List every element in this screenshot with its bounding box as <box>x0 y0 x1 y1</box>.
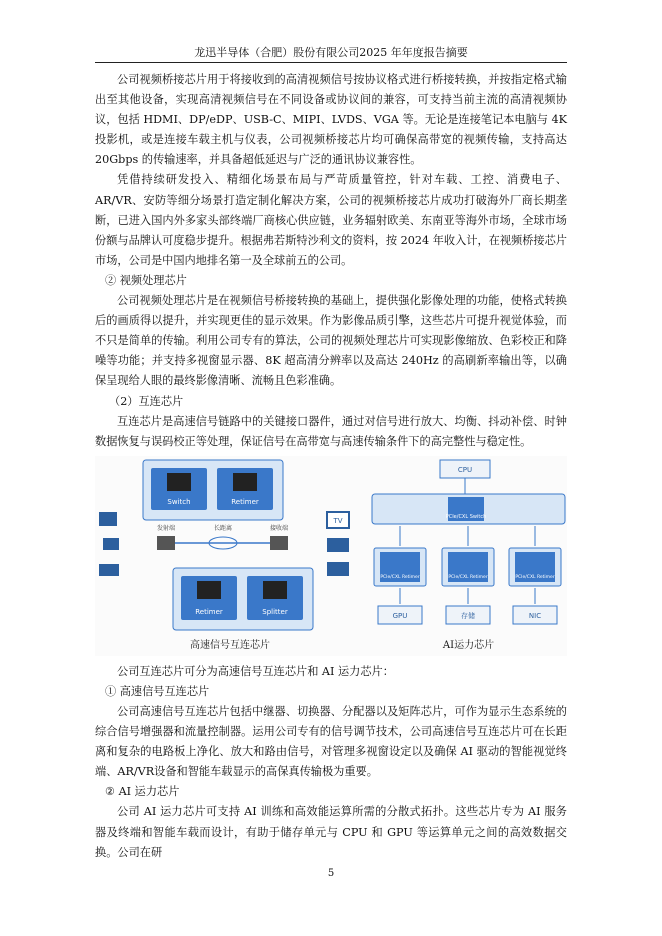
switch-chip-icon <box>167 473 191 491</box>
heading-ai-interconnect: ② AI 运力芯片 <box>105 785 180 799</box>
monitor-icon <box>327 538 349 552</box>
ai-interconnect-diagram <box>370 456 567 656</box>
page-body <box>95 70 567 863</box>
retimer2-chip-icon <box>197 581 221 599</box>
retimer-chip-icon <box>233 473 257 491</box>
right-caption: AI运力芯片 <box>442 639 495 651</box>
paragraph-video-bridge: 公司视频桥接芯片用于将接收到的高清视频信号按协议格式进行桥接转换，并按指定格式输出至其他设备，实现高清视频信号在不同设备或协议间的兼容，可支持当前主流的高清视频协议，包括 HDMI、DP/eDP、USB-C、MIPI、LVDS、VGA 等。无论是连接笔记本电脑与 4K 投影机，或是连接车载主机与仪表，公司视频桥接芯片均可确保高带宽的视频传输，支持高达 20Gbps 的传输速率，并具备超低延迟与广泛的通讯协议兼容性。 <box>95 73 567 167</box>
storage-label: 存储 <box>461 611 475 620</box>
desktop-icon <box>99 512 117 526</box>
transmitter-box <box>157 536 175 550</box>
heading-interconnect: （2）互连芯片 <box>109 394 184 408</box>
transmitter-label: 发射端 <box>156 524 176 532</box>
paragraph-interconnect: 互连芯片是高速信号链路中的关键接口器件，通过对信号进行放大、均衡、抖动补偿、时钟数据恢复与误码校正等处理，保证信号在高带宽与高速传输条件下的高完整性与稳定性。 <box>95 414 567 448</box>
paragraph-market-position: 凭借持续研发投入、精细化场景布局与严苛质量管控，针对车载、工控、消费电子、AR/VR、安防等细分场景打造定制化解决方案，公司的视频桥接芯片成功打破海外厂商长期垄断，已进入国内外多家头部终端厂商核心供应链，业务辐射欧美、东南亚等海外市场，全球市场份额与品牌认可度稳步提升。根据弗若斯特沙利文的资料，按 2024 年收入计，在视频桥接芯片市场，公司是中国内地排名第一及全球前五的公司。 <box>95 173 567 267</box>
heading-video-processing: ② 视频处理芯片 <box>105 273 187 287</box>
paragraph-interconnect-categories: 公司互连芯片可分为高速信号互连芯片和 AI 运力芯片： <box>117 664 394 678</box>
left-caption: 高速信号互连芯片 <box>190 639 270 651</box>
ai-diagram-svg <box>370 456 567 641</box>
paragraph-high-speed-interconnect: 公司高速信号互连芯片包括中继器、切换器、分配器以及矩阵芯片，可作为显示生态系统的综合信号增强器和流量控制器。运用公司专有的信号调节技术，公司高速信号互连芯片可在长距离和复杂的电路板上净化、放大和路由信号，对管理多视窗设定以及确保 AI 驱动的智能视觉终端、AR/VR设备和智能车载显示的高保真传输极为重要。 <box>95 704 567 779</box>
retimer-label-b: PCIe/CXL Retimer <box>448 574 488 580</box>
splitter-label: Splitter <box>262 607 288 616</box>
receiver-box <box>270 536 288 550</box>
paragraph-ai-interconnect: 公司 AI 运力芯片可支持 AI 训练和高效能运算所需的分散式拓扑。这些芯片专为 AI 服务器及终端和智能车载而设计，有助于储存单元与 CPU 和 GPU 等运算单元之间的高效数据交换。公司在研 <box>95 805 567 859</box>
cpu-label: CPU <box>457 465 473 474</box>
console-icon <box>103 538 119 550</box>
laptop-icon <box>99 564 119 576</box>
retimer2-label: Retimer <box>195 607 223 616</box>
nic-label: NIC <box>528 611 542 620</box>
retimer-label-a: PCIe/CXL Retimer <box>380 574 420 580</box>
page-number: 5 <box>327 868 335 879</box>
paragraph-video-processing: 公司视频处理芯片是在视频信号桥接转换的基础上，提供强化影像处理的功能，使格式转换后的画质得以提升，并实现更佳的显示效果。作为影像品质引擎，这些芯片可提升视觉体验，而不只是简单的传输。利用公司专有的算法，公司的视频处理芯片可实现影像缩放、色彩校正和降噪等功能；并支持多视窗显示器、8K 超高清分辨率以及高达 240Hz 的高刷新率输出等，以确保呈现给人眼的最终影像清晰、流畅且色彩准确。 <box>95 294 567 388</box>
interconnect-figure <box>95 456 567 656</box>
retimer-label-c: PCIe/CXL Retimer <box>515 574 555 580</box>
retimer-label: Retimer <box>231 497 259 506</box>
distance-label: 长距离 <box>213 524 233 532</box>
tv-label: TV <box>333 516 343 525</box>
gpu-label: GPU <box>392 611 408 620</box>
projector-icon <box>327 562 349 576</box>
splitter-chip-icon <box>263 581 287 599</box>
switch-label: Switch <box>167 497 191 506</box>
heading-high-speed-interconnect: ① 高速信号互连芯片 <box>105 684 210 698</box>
pcie-switch-label: PCIe/CXL Switch <box>445 513 487 520</box>
report-header <box>95 44 567 63</box>
high-speed-interconnect-diagram <box>95 456 365 656</box>
receiver-label: 接收端 <box>269 524 289 532</box>
report-title: 龙迅半导体（合肥）股份有限公司2025 年年度报告摘要 <box>194 46 468 59</box>
high-speed-diagram-svg <box>95 456 365 641</box>
